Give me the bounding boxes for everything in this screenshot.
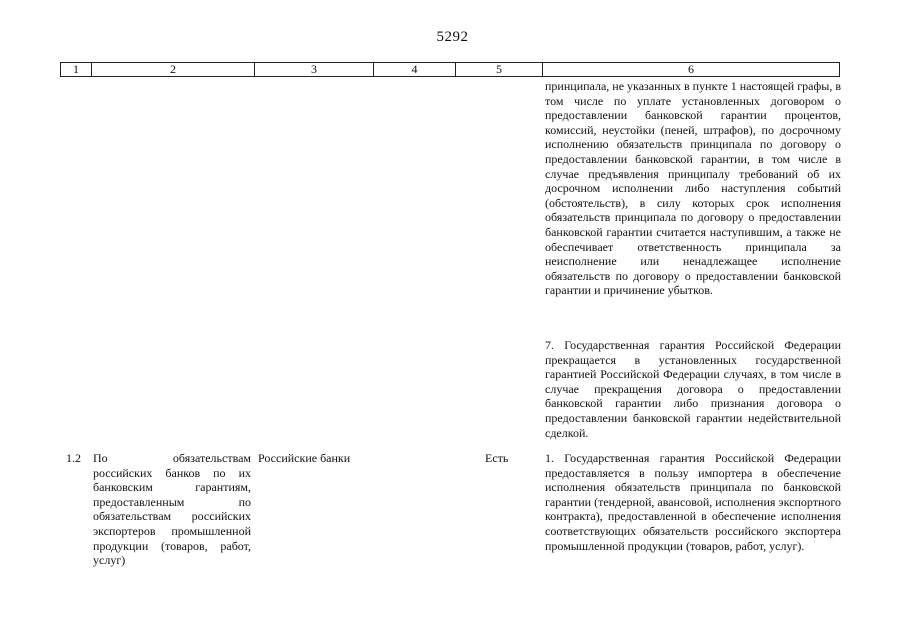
- header-col-3: 3: [255, 63, 374, 76]
- row-column5: Есть: [485, 451, 509, 465]
- continuation-paragraph: принципала, не указанных в пункте 1 настоящей графы, в том числе по уплате установленных договором о предоставлении банковской гарантии процентов, комиссий, неустойки (пеней, штрафов), по досрочному исполнению обязательств принципала по договору о предоставлении банковской гарантии, в том числе в случае предъявления принципалу требований об их досрочном исполнении либо наступления событий (обстоятельств), в силу которых срок исполнения обязательств принципала по договору о предоставлении банковской гарантии считается наступившим, а также не обеспечивает ответственность принципала за неисполнение или ненадлежащее исполнение обязательств по договору о предоставлении банковской гарантии и причинение убытков.: [545, 79, 841, 298]
- table-header-row: [60, 62, 840, 77]
- header-col-6: 6: [688, 62, 694, 76]
- header-col-2: 2: [92, 63, 255, 76]
- header-col-4: 4: [374, 63, 456, 76]
- continuation-text: [545, 79, 841, 298]
- header-col-5: 5: [456, 63, 543, 76]
- row-number: 1.2: [66, 451, 81, 465]
- page-number: 5292: [436, 29, 469, 45]
- header-col-1: 1: [61, 63, 92, 76]
- item7-text: [545, 338, 841, 440]
- row-description: По обязательствам российских банков по их банковским гарантиям, предоставленным по обязательствам российских экспортеров промышленной продукции (товаров, работ, услуг): [93, 451, 251, 568]
- row-column6: 1. Государственная гарантия Российской Федерации предоставляется в пользу импортера в обеспечение исполнения обязательств принципала по банковской гарантии (тендерной, авансовой, исполнения экспортного контракта), предоставленной в обеспечение исполнения соответствующих обязательств российского экспортера промышленной продукции (товаров, работ, услуг).: [545, 451, 841, 553]
- item7-paragraph: 7. Государственная гарантия Российской Федерации прекращается в установленных государственной гарантией Российской Федерации случаях, в том числе в случае прекращения договора о предоставлении банковской гарантии либо признания договора о предоставлении банковской гарантии недействительной сделкой.: [545, 338, 841, 440]
- row-column3: Российские банки: [258, 451, 351, 465]
